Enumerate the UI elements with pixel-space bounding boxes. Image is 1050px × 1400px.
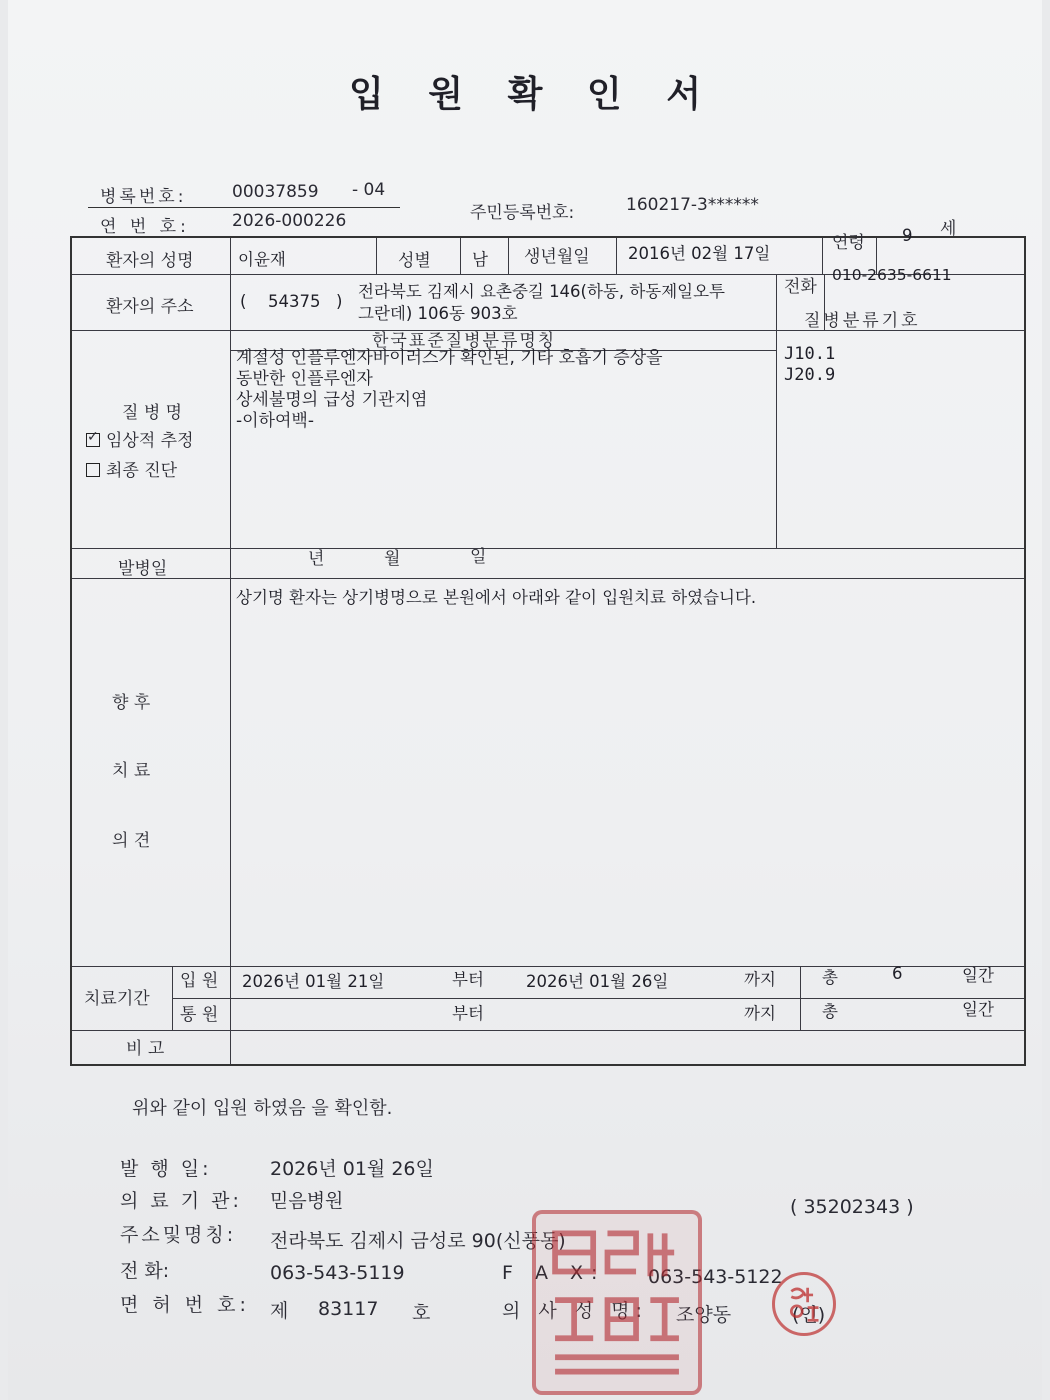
serial-number-label: 연 번 호:: [100, 217, 190, 237]
doctor-name-label: 의 사 성 명:: [502, 1300, 648, 1322]
record-number-suffix: - 04: [352, 180, 386, 200]
remarks-label: 비 고: [126, 1039, 165, 1059]
outpatient-days-word: 일간: [962, 1000, 994, 1019]
fax-label: F A X:: [502, 1262, 606, 1284]
document-title: 입 원 확 인 서: [348, 74, 717, 115]
doctor-seal-graphic: [775, 1275, 833, 1333]
record-number-line: [88, 180, 400, 208]
final-diagnosis-label: 최종 진단: [106, 461, 178, 481]
resident-number-label: 주민등록번호:: [470, 203, 575, 223]
issue-date-value: 2026년 01월 26일: [270, 1158, 434, 1180]
diagnosis-text: [236, 348, 776, 432]
institution-code: ( 35202343 ): [790, 1196, 914, 1218]
diagnosis-line-2: 동반한 인플루엔자: [236, 369, 373, 389]
age-label: 연령: [832, 233, 865, 253]
address-value: 전라북도 김제시 금성로 90(신풍동): [270, 1230, 566, 1252]
outpatient-label: 통 원: [180, 1005, 219, 1025]
hospital-seal-stamp: [532, 1210, 702, 1395]
patient-address-label: 환자의 주소: [106, 297, 194, 317]
disease-name-label: 질 병 명: [122, 403, 183, 423]
sex-label: 성별: [398, 251, 431, 271]
onset-label: 발병일: [118, 559, 168, 579]
address-label: 주소및명칭:: [120, 1224, 237, 1246]
confirmation-text: 위와 같이 입원 하였음 을 확인함.: [132, 1098, 393, 1119]
outpatient-total-word: 총: [822, 1002, 838, 1021]
seal-mark: (인): [792, 1304, 826, 1326]
inpatient-days-word: 일간: [962, 966, 994, 985]
phone-value-footer: 063-543-5119: [270, 1262, 405, 1284]
postal-open: (: [240, 292, 247, 311]
age-value: 9: [902, 226, 913, 245]
serial-number-value: 2026-000226: [232, 211, 347, 231]
document-page: [8, 0, 1042, 1400]
diagnosis-line-1: 계절성 인플루엔자바이러스가 확인된, 기타 호흡기 증상을: [236, 348, 663, 368]
record-number-value: 00037859: [232, 182, 319, 202]
disease-code-1: J10.1: [784, 344, 836, 364]
license-label: 면 허 번 호:: [120, 1294, 250, 1316]
resident-number-value: 160217-3******: [626, 195, 759, 215]
disease-codes: [784, 344, 904, 386]
fax-value: 063-543-5122: [648, 1266, 783, 1288]
clinical-estimate-option[interactable]: [86, 426, 194, 451]
license-prefix: 제: [270, 1300, 289, 1322]
postal-code: 54375: [268, 292, 321, 311]
age-unit: 세: [940, 219, 957, 239]
kcd-header: 한국표준질병분류명칭: [372, 331, 557, 351]
address-line-2: 그란데) 106동 903호: [358, 304, 518, 323]
treatment-period-label: 치료기간: [84, 989, 150, 1009]
inpatient-from: 2026년 01월 21일: [242, 972, 385, 991]
inpatient-to-word: 까지: [744, 970, 776, 989]
patient-name-value: 이윤재: [238, 250, 286, 269]
disease-code-2: J20.9: [784, 365, 836, 385]
postal-close: ): [336, 292, 343, 311]
onset-month: 월: [384, 549, 401, 569]
disease-code-header: 질병분류기호: [804, 311, 921, 331]
hospital-seal-graphic: [536, 1214, 698, 1391]
opinion-label-future: 향 후: [112, 693, 151, 713]
issue-date-label: 발 행 일:: [120, 1158, 212, 1180]
clinical-estimate-label: 임상적 추정: [106, 431, 194, 451]
inpatient-days: 6: [892, 964, 903, 983]
license-suffix: 호: [412, 1302, 431, 1324]
phone-label-footer: 전 화:: [120, 1260, 170, 1282]
onset-year: 년: [308, 549, 325, 569]
serial-number-line: [88, 210, 400, 237]
patient-name-label: 환자의 성명: [106, 251, 194, 271]
phone-value: 010-2635-6611: [832, 266, 952, 284]
outpatient-from-word: 부터: [452, 1004, 484, 1023]
sex-value: 남: [472, 250, 488, 269]
clinical-estimate-checkbox[interactable]: [86, 433, 100, 447]
institution-label: 의 료 기 관:: [120, 1190, 242, 1212]
outpatient-to-word: 까지: [744, 1004, 776, 1023]
inpatient-total-word: 총: [822, 968, 838, 987]
birth-date-value: 2016년 02월 17일: [628, 244, 771, 263]
diagnosis-line-4: -이하여백-: [236, 411, 314, 431]
phone-label: 전화: [784, 277, 817, 297]
opinion-text: 상기명 환자는 상기병명으로 본원에서 아래와 같이 입원치료 하였습니다.: [236, 588, 757, 607]
inpatient-from-word: 부터: [452, 970, 484, 989]
record-number-label: 병록번호:: [100, 187, 187, 207]
diagnosis-line-3: 상세불명의 급성 기관지염: [236, 390, 428, 410]
address-line-1: 전라북도 김제시 요촌중길 146(하동, 하동제일오투: [358, 282, 725, 301]
opinion-label-opinion: 의 견: [112, 831, 151, 851]
institution-value: 믿음병원: [270, 1190, 344, 1212]
inpatient-to: 2026년 01월 26일: [526, 972, 669, 991]
onset-day: 일: [470, 547, 487, 567]
doctor-name-value: 조양동: [676, 1304, 732, 1326]
final-diagnosis-checkbox[interactable]: [86, 463, 100, 477]
birth-date-label: 생년월일: [524, 247, 590, 267]
doctor-seal-stamp: [772, 1272, 836, 1336]
inpatient-label: 입 원: [180, 971, 219, 991]
opinion-label-treatment: 치 료: [112, 761, 151, 781]
final-diagnosis-option[interactable]: [86, 456, 177, 481]
license-number: 83117: [318, 1298, 379, 1320]
